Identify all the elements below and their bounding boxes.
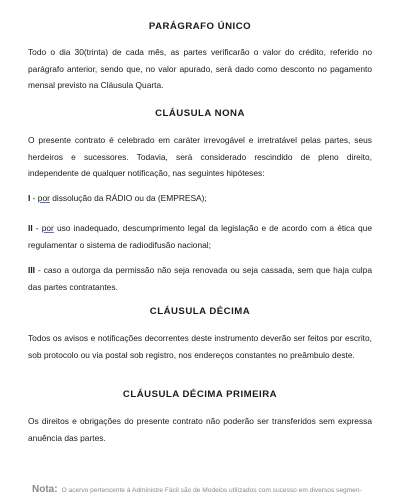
item-2-number: II bbox=[28, 223, 33, 233]
item-3-number: III bbox=[28, 265, 35, 275]
item-1-underlined: por bbox=[37, 193, 50, 203]
paragraph-credit: Todo o dia 30(trinta) de cada mês, as partes verificarão o valor do crédito, referido no parágrafo anterior, sendo que, no valor apurado, será dado como desconto no pagamento mensal previsto na Cláusula Quarta. bbox=[28, 47, 372, 90]
heading-clausula-nona: CLÁUSULA NONA bbox=[155, 108, 245, 119]
heading-clausula-decima-primeira: CLÁUSULA DÉCIMA PRIMEIRA bbox=[122, 389, 278, 400]
list-item-1 bbox=[28, 190, 372, 207]
item-2-text: uso inadequado, descumprimento legal da legislação e de acordo com a ética que regulamentar o sistema de radiodifusão nacional; bbox=[28, 223, 372, 250]
item-1-number: I bbox=[28, 193, 31, 203]
note-text: O acervo pertencente à Administre Fácil são de Modelos utilizados com sucesso em diversos segmen- bbox=[61, 487, 362, 494]
paragraph-notices: Todos os avisos e notificações decorrentes deste instrumento deverão ser feitos por escrito, sob protocolo ou via postal sob registro, nos endereços constantes no preâmbulo deste. bbox=[28, 333, 372, 360]
item-1-text: dissolução da RÁDIO ou da (EMPRESA); bbox=[49, 193, 207, 203]
item-3-text: - caso a outorga da permissão não seja renovada ou seja cassada, sem que haja culpa das partes contratantes. bbox=[28, 265, 372, 292]
item-2-underlined: por bbox=[41, 223, 54, 233]
paragraph-transfer: Os direitos e obrigações do presente contrato não poderão ser transferidos sem expressa anuência das partes. bbox=[28, 416, 372, 443]
list-item-2 bbox=[28, 220, 372, 253]
item-2-separator: - bbox=[32, 223, 42, 233]
footer-note bbox=[32, 484, 372, 495]
paragraph-rescission: O presente contrato é celebrado em caráter irrevogável e irretratável pelas partes, seus herdeiros e sucessores. Todavia, será considerado rescindido de pleno direito, independente de qualquer notificação, nas seguintes hipóteses: bbox=[28, 135, 372, 178]
heading-clausula-decima: CLÁUSULA DÉCIMA bbox=[149, 306, 251, 317]
note-label: Nota: bbox=[32, 484, 58, 495]
list-item-3 bbox=[28, 262, 372, 295]
heading-paragrafo-unico: PARÁGRAFO ÚNICO bbox=[148, 21, 252, 32]
item-1-separator: - bbox=[30, 193, 38, 203]
